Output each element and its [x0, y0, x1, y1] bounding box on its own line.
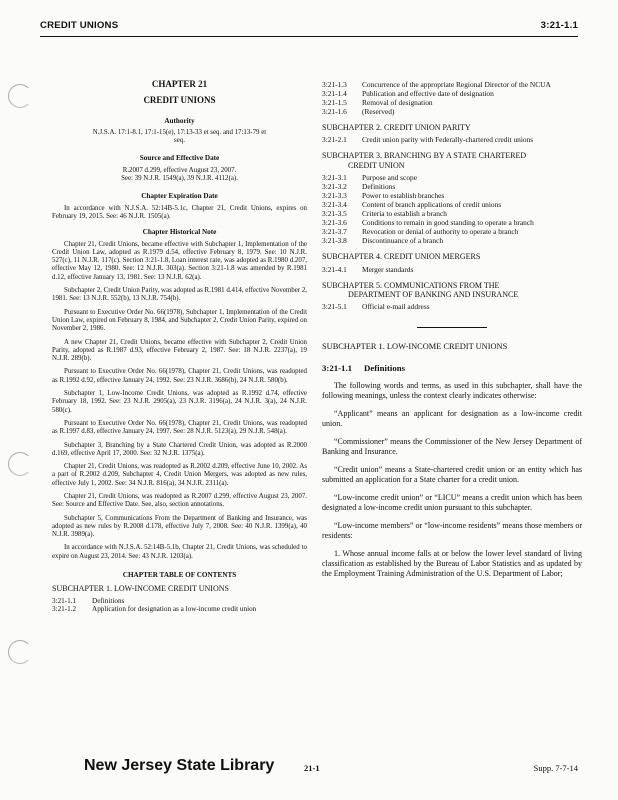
right-column [322, 80, 582, 587]
toc-entry-label: Credit union parity with Federally-chartered credit unions [362, 135, 534, 145]
toc-entry-label: Merger standards [362, 264, 414, 274]
toc-entry-number: 3:21-3.5 [322, 209, 347, 219]
toc-entry-label: Content of branch applications of credit unions [362, 200, 502, 210]
expiration-text: In accordance with N.J.S.A. 52:14B-5.1c, Chapter 21, Credit Unions, expires on February 19, 2015. See: 46 N.J.R. 1505(a). [52, 204, 307, 220]
toc-subchapter-4: SUBCHAPTER 4. CREDIT UNION MERGERS [322, 252, 481, 262]
toc-subchapter-2: SUBCHAPTER 2. CREDIT UNION PARITY [322, 123, 471, 132]
header-title: CREDIT UNIONS [40, 20, 119, 31]
left-column [52, 52, 307, 614]
history-paragraph: Subchapter 5, Communications From the Department of Banking and Insurance, was adopted as new rules by R.2008 d.178, effective July 7, 2008. See: 40 N.J.R. 1399(a), 40 N.J.R. 3989(a). [52, 514, 307, 539]
toc-subchapter-3-line1: SUBCHAPTER 3. BRANCHING BY A STATE CHARTERED [322, 151, 527, 161]
toc-entry-label: Publication and effective date of designation [362, 89, 494, 98]
definition-paragraph: “Applicant” means an applicant for designation as a low-income credit union. [322, 409, 582, 429]
toc-subchapter-5 [322, 281, 582, 300]
toc-subchapter-1: SUBCHAPTER 1. LOW-INCOME CREDIT UNIONS [52, 584, 229, 594]
page-footer [84, 757, 578, 783]
toc-entry-label: Purpose and scope [362, 173, 418, 183]
toc-entry-number: 3:21-3.4 [322, 200, 347, 210]
toc-entry-label: (Reserved) [362, 107, 395, 116]
toc-entry-number: 3:21-3.3 [322, 191, 347, 201]
toc-entry[interactable] [322, 80, 582, 89]
history-paragraph: Subchapter 1, Low-Income Credit Unions, was adopted as R.1992 d.74, effective February 18, 1992. See: 23 N.J.R. 2905(a), 23 N.J.R. 3196(a), 24 N.J.R. 3(a), 24 N.J.R. 580(c). [52, 390, 307, 414]
toc-entry-number: 3:21-1.6 [322, 107, 347, 116]
section-number: 3:21-1.1 [322, 362, 353, 373]
toc-entry-label: Definitions [362, 182, 396, 192]
toc-entry-number: 3:21-5.1 [322, 302, 347, 312]
toc-entry-label: Conditions to remain in good standing to operate a branch [362, 218, 534, 228]
toc-entry-number: 3:21-1.5 [322, 98, 347, 107]
chapter-name: CREDIT UNIONS [143, 95, 216, 106]
page-number: 21-1 [304, 763, 320, 773]
history-paragraph: Subchapter 3, Branching by a State Chartered Credit Union, was adopted as R.2000 d.169, effective April 17, 2000. See: 32 N.J.R. 1375(a). [52, 441, 307, 457]
toc-entry-number: 3:21-3.6 [322, 218, 347, 228]
history-paragraph: Subchapter 2, Credit Union Parity, was adopted as R.1981 d.414, effective November 2, 1981. See: 13 N.J.R. 552(b), 13 N.J.R. 754(b). [52, 287, 307, 303]
toc-entry[interactable] [322, 191, 582, 200]
toc-entry[interactable] [52, 605, 307, 614]
toc-entry-number: 3:21-1.1 [52, 596, 77, 605]
definition-paragraph: “Commissioner” means the Commissioner of the New Jersey Department of Banking and Insurance. [322, 437, 582, 457]
toc-entry-label: Concurrence of the appropriate Regional Director of the NCUA [362, 80, 551, 89]
toc-entry-number: 3:21-3.8 [322, 236, 347, 246]
toc-entry-number: 3:21-2.1 [322, 135, 347, 145]
definition-paragraph: “Low-income members” or “low-income residents” means those members or residents: [322, 521, 582, 541]
section-divider [417, 327, 487, 328]
toc-entry-label: Official e-mail address [362, 302, 430, 312]
toc-entry[interactable] [322, 265, 582, 274]
history-paragraph: Chapter 21, Credit Unions, was readopted as R.2002 d.209, effective June 10, 2002. As a part of R.2002 d.209, Subchapter 4, Credit Union Mergers, was adopted as new rules, effective July 1, 2002. See: 34 N.J.R. 816(a), 34 N.J.R. 2311(a). [52, 463, 307, 487]
history-paragraph: Chapter 21, Credit Unions, became effective with Subchapter 1, Implementation of the Credit Union Law, adopted as R.1979 d.54, effective February 8, 1979. See: 10 N.J.R. 527(c), 11 N.J.R. 117(c). Section 3:21-1.8, Loan interest rate, was adopted as R.1980 d.207, effective May 12, 1980. See: 12 N.J.R. 303(a). Section 3:21-1.8 was amended by R.1981 d.12, effective January 13, 1981. See: 13 N.J.R. 62(a). [52, 240, 307, 281]
toc-entry[interactable] [322, 173, 582, 182]
toc-entry[interactable] [52, 597, 307, 606]
toc-entry-label: Revocation or denial of authority to operate a branch [362, 227, 519, 237]
toc-entry[interactable] [322, 98, 582, 107]
toc-entry-label: Power to establish branches [362, 191, 445, 201]
authority-heading: Authority [164, 116, 195, 125]
toc-entry-number: 3:21-1.4 [322, 89, 347, 98]
header-rule [40, 36, 578, 37]
toc-entry[interactable] [322, 209, 582, 218]
section-title: Definitions [364, 362, 406, 373]
toc-subchapter-3-line2: CREDIT UNION [348, 160, 405, 170]
toc-entry[interactable] [322, 302, 582, 311]
toc-entry-label: Application for designation as a low-income credit union [92, 605, 257, 614]
header-section: 3:21-1.1 [540, 20, 578, 31]
toc-entry-label: Definitions [92, 596, 125, 605]
toc-entry[interactable] [322, 236, 582, 245]
history-paragraph: A new Chapter 21, Credit Unions, became effective with Subchapter 2, Credit Union Parity, adopted as R.1987 d.93, effective February 2, 1987. See: 18 N.J.R. 2237(a), 19 N.J.R. 289(b). [52, 338, 307, 363]
toc-entry-number: 3:21-3.2 [322, 182, 347, 192]
library-watermark: New Jersey State Library [84, 757, 275, 774]
source-text: R.2007 d.299, effective August 23, 2007. [122, 166, 237, 174]
toc-entry-number: 3:21-4.1 [322, 264, 347, 274]
history-heading: Chapter Historical Note [142, 228, 217, 237]
history-paragraph: Pursuant to Executive Order No. 66(1978), Chapter 21, Credit Unions, was readopted as R.1992 d.92, effective January 24, 1992. See: 23 N.J.R. 3686(b), 24 N.J.R. 580(b). [52, 368, 307, 384]
toc-entry[interactable] [322, 200, 582, 209]
history-paragraph: In accordance with N.J.S.A. 52:14B-5.1b, Chapter 21, Credit Unions, was scheduled to expire on August 23, 2014. See: 43 N.J.R. 1203(a). [52, 544, 307, 560]
definition-paragraph: “Low-income credit union” or “LICU” means a credit union which has been designated a low-income credit union pursuant to this subchapter. [322, 493, 582, 513]
toc-entry[interactable] [322, 89, 582, 98]
source-heading: Source and Effective Date [139, 154, 220, 163]
body-paragraph: The following words and terms, as used in this subchapter, shall have the following meanings, unless the context clearly indicates otherwise: [322, 381, 582, 401]
toc-entry-number: 3:21-3.1 [322, 173, 347, 183]
history-notes [52, 241, 307, 562]
supplement-date: Supp. 7-7-14 [533, 763, 578, 773]
toc-entry-label: Criteria to establish a branch [362, 209, 447, 219]
toc-subchapter-3 [322, 151, 582, 170]
chapter-title: CHAPTER 21 [151, 79, 208, 89]
toc-entry-label: Discontinuance of a branch [362, 236, 444, 246]
toc-entry-number: 3:21-1.3 [322, 80, 347, 89]
toc-subchapter-5-line2: DEPARTMENT OF BANKING AND INSURANCE [348, 290, 519, 300]
authority-text: N.J.S.A. 17:1-8.1, 17:1-15(e), 17:13-33 et seq. and 17:13-79 et seq. [92, 128, 267, 145]
definition-paragraph: “Credit union” means a State-chartered credit union or an entity which has submitted an application for a State charter for a credit union. [322, 465, 582, 485]
toc-heading: CHAPTER TABLE OF CONTENTS [122, 571, 237, 580]
history-paragraph: Pursuant to Executive Order No. 66(1978), Chapter 21, Credit Unions, was readopted as R.1997 d.83, effective January 24, 1997. See: 28 N.J.R. 5123(a), 29 N.J.R. 548(a). [52, 419, 307, 436]
body-subchapter-heading: SUBCHAPTER 1. LOW-INCOME CREDIT UNIONS [322, 342, 508, 352]
toc-entry[interactable] [322, 227, 582, 236]
toc-entry[interactable] [322, 218, 582, 227]
expiration-heading: Chapter Expiration Date [141, 192, 218, 201]
section-heading [322, 364, 582, 373]
toc-subchapter-5-line1: SUBCHAPTER 5. COMMUNICATIONS FROM THE [322, 280, 500, 290]
toc-entry[interactable] [322, 107, 582, 116]
history-paragraph: Pursuant to Executive Order No. 66(1978), Subchapter 1, Implementation of the Credit Union Law, expired on February 8, 1984, and Subchapter 2, Credit Union Parity, expired on November 2, 1986. [52, 308, 307, 333]
toc-entry[interactable] [322, 135, 582, 144]
toc-entry-label: Removal of designation [362, 98, 433, 107]
definition-item: 1. Whose annual income falls at or below the lower level standard of living classification as established by the Bureau of Labor Statistics and as updated by the Employment Training Administration of the U.S. Department of Labor; [322, 549, 582, 579]
punch-hole-mark [8, 640, 32, 664]
punch-hole-mark [8, 452, 32, 476]
toc-entry-number: 3:21-3.7 [322, 227, 347, 237]
toc-entry-number: 3:21-1.2 [52, 605, 77, 614]
history-paragraph: Chapter 21, Credit Unions, was readopted as R.2007 d.299, effective August 23, 2007. See: Source and Effective Date. See, also, section annotations. [52, 492, 307, 509]
source-text: See: 39 N.J.R. 1549(a), 39 N.J.R. 4112(a). [121, 175, 238, 183]
toc-entry[interactable] [322, 182, 582, 191]
punch-hole-mark [8, 84, 32, 108]
